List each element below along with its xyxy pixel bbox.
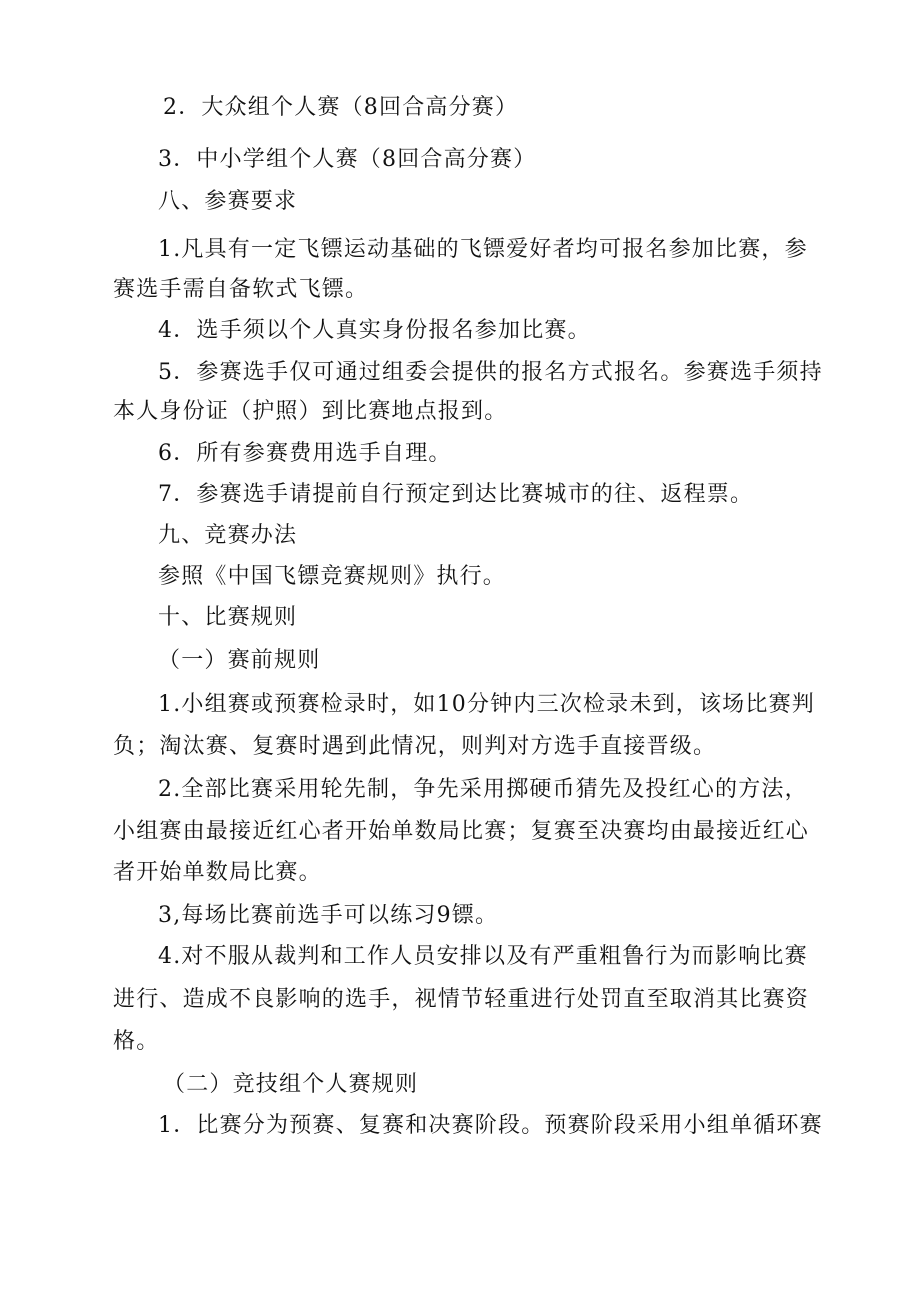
paragraph-line: 进行、造成不良影响的选手，视情节轻重进行处罚直至取消其比赛资 bbox=[113, 987, 810, 1012]
paragraph-line: 者开始单数局比赛。 bbox=[113, 860, 322, 885]
section-heading-rules: 十、比赛规则 bbox=[158, 605, 298, 630]
paragraph-line: 2.全部比赛采用轮先制，争先采用掷硬币猜先及投红心的方法， bbox=[158, 777, 808, 802]
paragraph-line: 6．所有参赛费用选手自理。 bbox=[158, 441, 452, 466]
list-item-school-group: 3．中小学组个人赛（8回合高分赛） bbox=[158, 147, 537, 172]
paragraph-line: 小组赛由最接近红心者开始单数局比赛；复赛至决赛均由最接近红心 bbox=[113, 819, 810, 844]
section-heading-requirements: 八、参赛要求 bbox=[158, 189, 298, 214]
paragraph-line: 3,每场比赛前选手可以练习9镖。 bbox=[158, 903, 499, 928]
paragraph-line: 5．参赛选手仅可通过组委会提供的报名方式报名。参赛选手须持 bbox=[158, 360, 823, 385]
paragraph-line: 格。 bbox=[113, 1029, 160, 1054]
paragraph-line: 参照《中国飞镖竞赛规则》执行。 bbox=[158, 564, 507, 589]
paragraph-line: 1.小组赛或预赛检录时，如10分钟内三次检录未到，该场比赛判 bbox=[158, 692, 815, 717]
subsection-heading-pre-match: （一）赛前规则 bbox=[158, 648, 321, 673]
paragraph-line: 1.凡具有一定飞镖运动基础的飞镖爱好者均可报名参加比赛，参 bbox=[158, 237, 808, 262]
list-item-mass-group: 2．大众组个人赛（8回合高分赛） bbox=[163, 95, 519, 120]
paragraph-line: 1．比赛分为预赛、复赛和决赛阶段。预赛阶段采用小组单循环赛 bbox=[158, 1113, 823, 1138]
paragraph-line: 4.对不服从裁判和工作人员安排以及有严重粗鲁行为而影响比赛 bbox=[158, 944, 808, 969]
paragraph-line: 4．选手须以个人真实身份报名参加比赛。 bbox=[158, 318, 591, 343]
subsection-heading-competitive: （二）竞技组个人赛规则 bbox=[163, 1072, 419, 1097]
paragraph-line: 负；淘汰赛、复赛时遇到此情况，则判对方选手直接晋级。 bbox=[113, 734, 717, 759]
paragraph-line: 本人身份证（护照）到比赛地点报到。 bbox=[113, 399, 508, 424]
section-heading-method: 九、竞赛办法 bbox=[158, 523, 298, 548]
paragraph-line: 赛选手需自备软式飞镖。 bbox=[113, 277, 369, 302]
paragraph-line: 7．参赛选手请提前自行预定到达比赛城市的往、返程票。 bbox=[158, 482, 754, 507]
